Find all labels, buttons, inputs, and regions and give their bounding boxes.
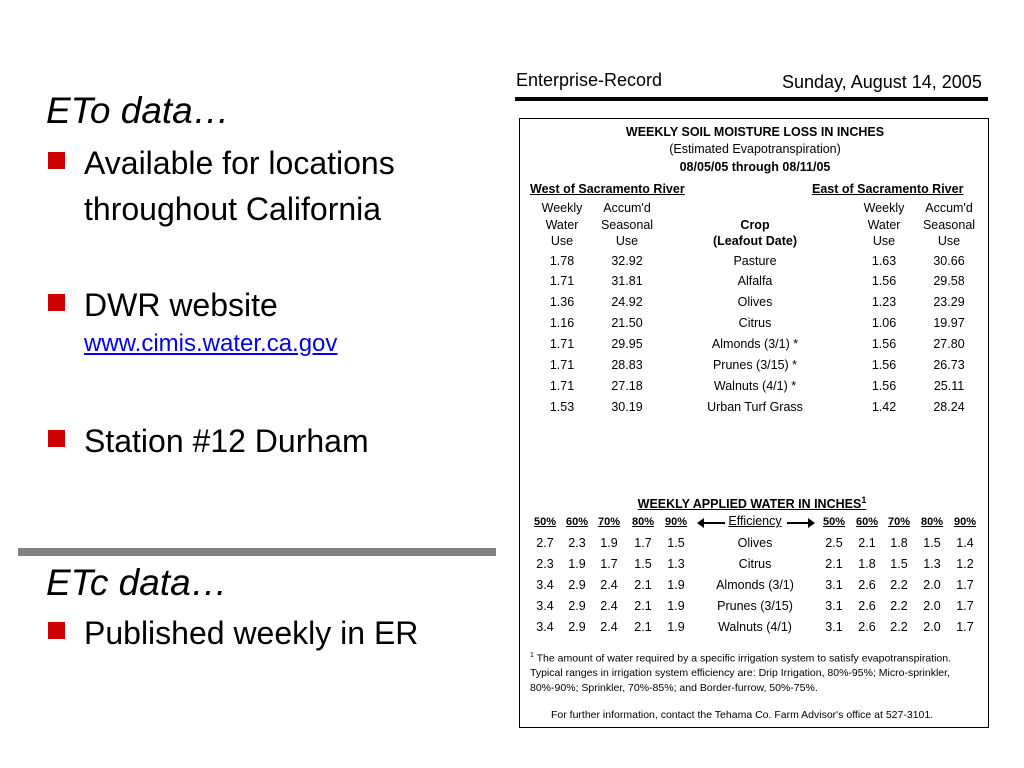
t2-cell: 2.1 xyxy=(634,578,652,592)
w-pct-header: 50% xyxy=(533,516,557,528)
footnote-line-1 xyxy=(530,652,951,665)
e-pct-header: 80% xyxy=(920,516,944,528)
t1-cell: 27.80 xyxy=(933,337,965,351)
t2-cell: 2.1 xyxy=(634,620,652,634)
t2-cell: 2.0 xyxy=(923,620,941,634)
bullet-published xyxy=(48,610,418,656)
t2-crop: Prunes (3/15) xyxy=(717,599,793,613)
w-weekly-h2: Water xyxy=(545,218,579,232)
e-weekly-h1: Weekly xyxy=(863,201,905,215)
table1-title: WEEKLY SOIL MOISTURE LOSS IN INCHES xyxy=(625,125,885,139)
t2-cell: 1.7 xyxy=(600,557,618,571)
crop-h1: Crop xyxy=(740,218,770,232)
t1-crop: Prunes (3/15) * xyxy=(712,358,798,372)
t2-cell: 1.5 xyxy=(890,557,908,571)
t2-cell: 2.6 xyxy=(858,599,876,613)
e-weekly-h2: Water xyxy=(867,218,901,232)
t2-cell: 1.3 xyxy=(923,557,941,571)
table2-title-text: WEEKLY APPLIED WATER IN INCHES xyxy=(637,497,862,512)
t2-cell: 2.2 xyxy=(890,578,908,592)
t1-crop: Olives xyxy=(737,295,773,309)
t1-cell: 30.19 xyxy=(611,400,643,414)
t1-cell: 1.71 xyxy=(549,379,575,393)
bullet-square-icon xyxy=(48,152,65,169)
t1-cell: 1.42 xyxy=(871,400,897,414)
t2-cell: 3.1 xyxy=(825,620,843,634)
crop-h2: (Leafout Date) xyxy=(712,234,798,248)
cimis-link[interactable]: www.cimis.water.ca.gov xyxy=(84,330,338,357)
footnote-line-2: Typical ranges in irrigation system efficiency are: Drip Irrigation, 80%-95%; Micro-sprinkler, xyxy=(530,667,950,679)
table1-subtitle: (Estimated Evapotranspiration) xyxy=(669,142,841,156)
bullet-text: Available for locations throughout California xyxy=(84,145,395,227)
t1-cell: 28.24 xyxy=(933,400,965,414)
contact-line: For further information, contact the Tehama Co. Farm Advisor's office at 527-3101. xyxy=(551,709,934,721)
efficiency-arrow-left-icon xyxy=(703,522,725,524)
t2-cell: 2.6 xyxy=(858,578,876,592)
t2-cell: 2.0 xyxy=(923,599,941,613)
t2-cell: 2.3 xyxy=(536,557,554,571)
t2-cell: 2.2 xyxy=(890,599,908,613)
t1-crop: Pasture xyxy=(733,254,777,268)
bullet-square-icon xyxy=(48,622,65,639)
t2-cell: 2.0 xyxy=(923,578,941,592)
table2-title xyxy=(638,495,867,511)
w-weekly-h1: Weekly xyxy=(541,201,583,215)
t1-crop: Urban Turf Grass xyxy=(707,400,803,414)
e-weekly-h3: Use xyxy=(872,234,896,248)
footnote-line-3: 80%-90%; Sprinkler, 70%-85%; and Border-furrow, 50%-75%. xyxy=(530,682,818,694)
t2-cell: 3.4 xyxy=(536,620,554,634)
t1-cell: 30.66 xyxy=(933,254,965,268)
w-accum-h1: Accum'd xyxy=(603,201,651,215)
t2-cell: 3.4 xyxy=(536,578,554,592)
t2-crop: Almonds (3/1) xyxy=(716,578,794,592)
eto-heading: ETo data… xyxy=(46,90,230,131)
t1-crop: Walnuts (4/1) * xyxy=(713,379,797,393)
t2-crop: Walnuts (4/1) xyxy=(718,620,792,634)
t2-cell: 2.6 xyxy=(858,620,876,634)
w-pct-header: 60% xyxy=(565,516,589,528)
t2-cell: 1.2 xyxy=(956,557,974,571)
t1-cell: 1.78 xyxy=(549,254,575,268)
bullet-square-icon xyxy=(48,430,65,447)
footnote-text: The amount of water required by a specific irrigation system to satisfy evapotranspiration. xyxy=(536,652,952,665)
t2-crop: Olives xyxy=(737,536,773,550)
t2-crop: Citrus xyxy=(738,557,772,571)
t2-cell: 1.3 xyxy=(667,557,685,571)
t2-cell: 2.9 xyxy=(568,578,586,592)
t1-crop: Almonds (3/1) * xyxy=(711,337,799,351)
e-accum-h3: Use xyxy=(937,234,961,248)
t2-cell: 3.1 xyxy=(825,599,843,613)
t1-cell: 1.56 xyxy=(871,274,897,288)
t2-cell: 2.7 xyxy=(536,536,554,550)
masthead: Enterprise-Record xyxy=(516,70,663,90)
t2-cell: 2.2 xyxy=(890,620,908,634)
t2-cell: 1.8 xyxy=(858,557,876,571)
e-pct-header: 50% xyxy=(822,516,846,528)
t1-cell: 27.18 xyxy=(611,379,643,393)
t2-cell: 1.7 xyxy=(956,620,974,634)
t2-cell: 1.9 xyxy=(667,578,685,592)
bullet-text: DWR website xyxy=(84,287,278,323)
etc-heading: ETc data… xyxy=(46,562,228,603)
t1-cell: 1.56 xyxy=(871,358,897,372)
t1-crop: Alfalfa xyxy=(737,274,773,288)
west-label: West of Sacramento River xyxy=(530,182,685,196)
t2-cell: 3.1 xyxy=(825,578,843,592)
t1-cell: 29.95 xyxy=(611,337,643,351)
footnote-marker: 1 xyxy=(530,652,534,659)
t2-cell: 2.1 xyxy=(634,599,652,613)
t2-cell: 2.5 xyxy=(825,536,843,550)
bullet-station xyxy=(48,418,369,464)
t1-cell: 1.06 xyxy=(871,316,897,330)
t2-cell: 1.5 xyxy=(923,536,941,550)
w-weekly-h3: Use xyxy=(550,234,574,248)
clipping-box xyxy=(519,118,989,728)
t2-cell: 1.8 xyxy=(890,536,908,550)
t2-cell: 3.4 xyxy=(536,599,554,613)
t1-cell: 32.92 xyxy=(611,254,643,268)
t1-cell: 26.73 xyxy=(933,358,965,372)
paper-date: Sunday, August 14, 2005 xyxy=(782,72,982,92)
t1-cell: 31.81 xyxy=(611,274,643,288)
t2-cell: 1.5 xyxy=(634,557,652,571)
t1-cell: 1.23 xyxy=(871,295,897,309)
t1-cell: 1.71 xyxy=(549,358,575,372)
t2-cell: 1.9 xyxy=(667,599,685,613)
t2-cell: 1.4 xyxy=(956,536,974,550)
t2-cell: 1.9 xyxy=(667,620,685,634)
w-pct-header: 70% xyxy=(597,516,621,528)
t1-cell: 25.11 xyxy=(933,379,965,393)
t2-cell: 1.9 xyxy=(600,536,618,550)
t2-cell: 2.4 xyxy=(600,620,618,634)
east-label: East of Sacramento River xyxy=(812,182,964,196)
bullet-dwr-website xyxy=(48,282,337,360)
t1-cell: 1.56 xyxy=(871,379,897,393)
e-accum-h2: Seasonal xyxy=(922,218,976,232)
t1-cell: 1.71 xyxy=(549,337,575,351)
e-accum-h1: Accum'd xyxy=(925,201,973,215)
t1-cell: 19.97 xyxy=(933,316,965,330)
e-pct-header: 60% xyxy=(855,516,879,528)
w-accum-h3: Use xyxy=(615,234,639,248)
section-divider xyxy=(18,548,496,556)
t2-cell: 1.5 xyxy=(667,536,685,550)
w-pct-header: 90% xyxy=(664,516,688,528)
t2-cell: 1.9 xyxy=(568,557,586,571)
t2-cell: 1.7 xyxy=(956,578,974,592)
e-pct-header: 90% xyxy=(953,516,977,528)
efficiency-arrow-right-icon xyxy=(787,522,809,524)
t1-cell: 1.53 xyxy=(549,400,575,414)
t2-cell: 2.9 xyxy=(568,599,586,613)
table1-dates: 08/05/05 through 08/11/05 xyxy=(679,160,831,174)
bullet-text: Station #12 Durham xyxy=(84,423,369,459)
t1-cell: 24.92 xyxy=(611,295,643,309)
t1-cell: 1.36 xyxy=(549,295,575,309)
w-accum-h2: Seasonal xyxy=(600,218,654,232)
table2-title-sup: 1 xyxy=(861,495,867,505)
t1-cell: 1.56 xyxy=(871,337,897,351)
t2-cell: 2.1 xyxy=(858,536,876,550)
w-pct-header: 80% xyxy=(631,516,655,528)
t2-cell: 2.1 xyxy=(825,557,843,571)
bullet-locations xyxy=(48,140,488,232)
t1-cell: 1.16 xyxy=(549,316,575,330)
t2-cell: 1.7 xyxy=(956,599,974,613)
t1-cell: 1.63 xyxy=(871,254,897,268)
t1-crop: Citrus xyxy=(738,316,772,330)
t1-cell: 1.71 xyxy=(549,274,575,288)
bullet-square-icon xyxy=(48,294,65,311)
t1-cell: 21.50 xyxy=(611,316,643,330)
bullet-text: Published weekly in ER xyxy=(84,615,419,651)
efficiency-label: Efficiency xyxy=(728,514,782,528)
t1-cell: 29.58 xyxy=(933,274,965,288)
t2-cell: 2.3 xyxy=(568,536,586,550)
t2-cell: 2.4 xyxy=(600,578,618,592)
t1-cell: 28.83 xyxy=(611,358,643,372)
t2-cell: 2.4 xyxy=(600,599,618,613)
t2-cell: 2.9 xyxy=(568,620,586,634)
t1-cell: 23.29 xyxy=(933,295,965,309)
e-pct-header: 70% xyxy=(887,516,911,528)
t2-cell: 1.7 xyxy=(634,536,652,550)
masthead-rule xyxy=(515,97,988,101)
